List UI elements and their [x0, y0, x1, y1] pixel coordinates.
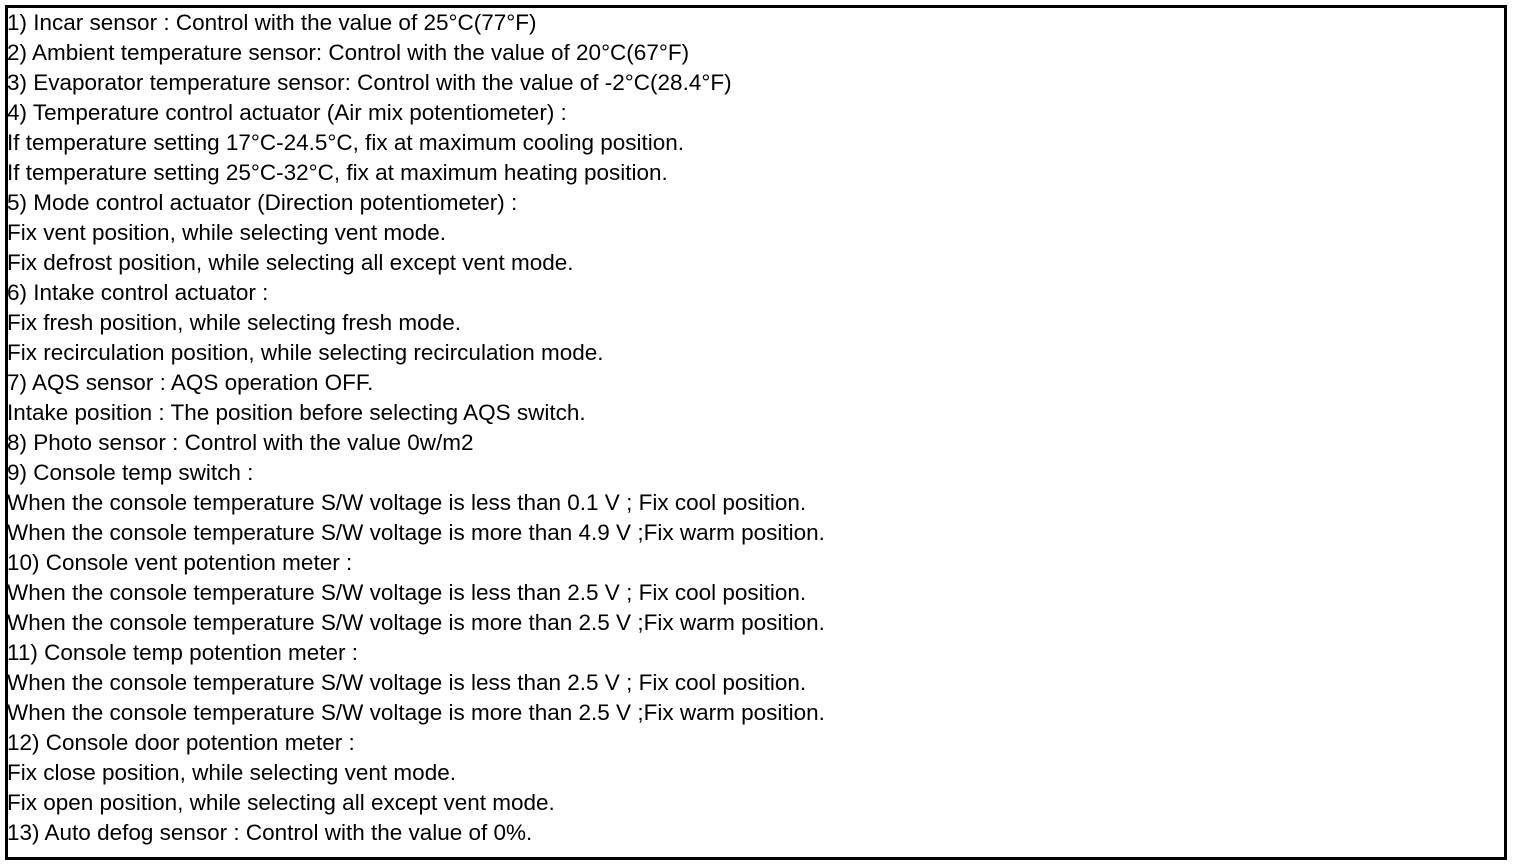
line-24: When the console temperature S/W voltage is more than 2.5 V ;Fix warm position.: [7, 700, 825, 725]
line-21: When the console temperature S/W voltage is more than 2.5 V ;Fix warm position.: [7, 610, 825, 635]
line-16: 9) Console temp switch :: [7, 460, 254, 485]
line-7: 5) Mode control actuator (Direction potentiometer) :: [7, 190, 518, 215]
line-25: 12) Console door potention meter :: [7, 730, 355, 755]
line-11: Fix fresh position, while selecting fresh mode.: [7, 310, 461, 335]
line-22: 11) Console temp potention meter :: [7, 640, 359, 665]
line-17: When the console temperature S/W voltage is less than 0.1 V ; Fix cool position.: [7, 490, 807, 515]
line-12: Fix recirculation position, while selecting recirculation mode.: [7, 340, 604, 365]
line-15: 8) Photo sensor : Control with the value 0w/m2: [7, 430, 474, 455]
line-9: Fix defrost position, while selecting all except vent mode.: [7, 250, 574, 275]
line-1: 1) Incar sensor : Control with the value of 25°C(77°F): [7, 10, 537, 35]
line-8: Fix vent position, while selecting vent mode.: [7, 220, 446, 245]
line-6: If temperature setting 25°C-32°C, fix at maximum heating position.: [7, 160, 668, 185]
line-5: If temperature setting 17°C-24.5°C, fix at maximum cooling position.: [7, 130, 685, 155]
line-23: When the console temperature S/W voltage is less than 2.5 V ; Fix cool position.: [7, 670, 807, 695]
line-28: 13) Auto defog sensor : Control with the value of 0%.: [7, 820, 533, 845]
line-14: Intake position : The position before selecting AQS switch.: [7, 400, 586, 425]
line-19: 10) Console vent potention meter :: [7, 550, 353, 575]
line-26: Fix close position, while selecting vent mode.: [7, 760, 456, 785]
line-13: 7) AQS sensor : AQS operation OFF.: [7, 370, 374, 395]
line-10: 6) Intake control actuator :: [7, 280, 269, 305]
line-20: When the console temperature S/W voltage is less than 2.5 V ; Fix cool position.: [7, 580, 807, 605]
line-27: Fix open position, while selecting all except vent mode.: [7, 790, 555, 815]
line-3: 3) Evaporator temperature sensor: Control with the value of -2°C(28.4°F): [7, 70, 732, 95]
line-18: When the console temperature S/W voltage is more than 4.9 V ;Fix warm position.: [7, 520, 825, 545]
fail-safe-list: [7, 8, 1516, 848]
line-4: 4) Temperature control actuator (Air mix potentiometer) :: [7, 100, 567, 125]
line-2: 2) Ambient temperature sensor: Control with the value of 20°C(67°F): [7, 40, 690, 65]
